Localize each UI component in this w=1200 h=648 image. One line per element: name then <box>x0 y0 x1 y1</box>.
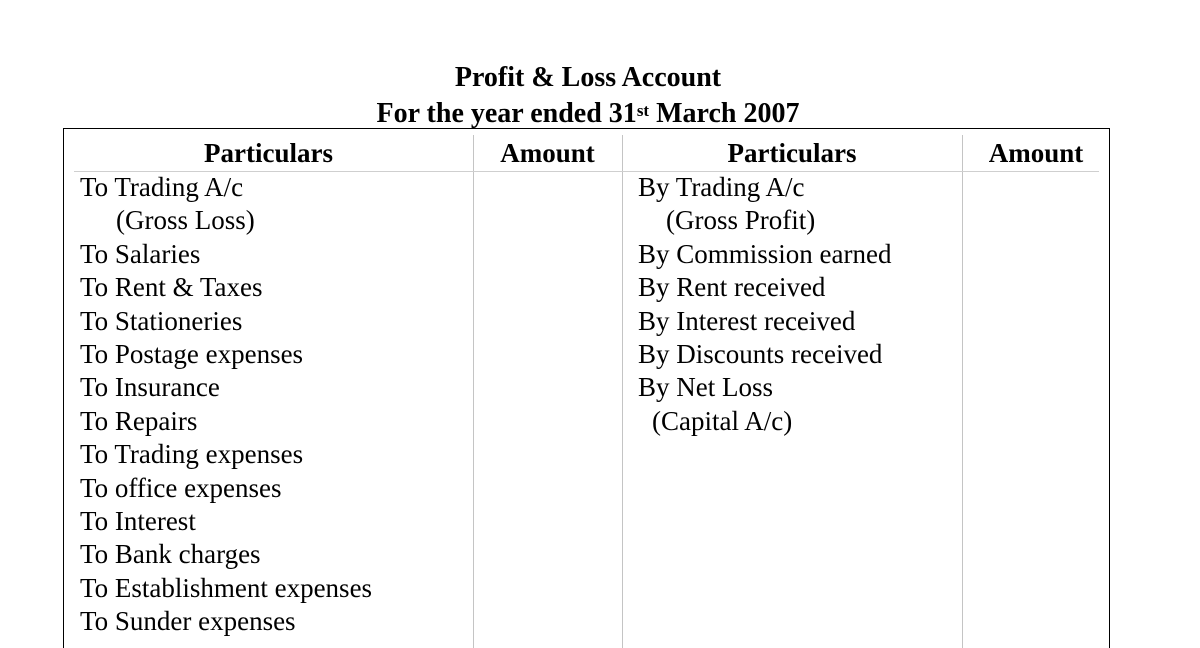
debit-item: To office expenses <box>80 472 282 503</box>
header-right-particulars: Particulars <box>727 138 857 168</box>
debit-item: To Sunder expenses <box>80 606 296 637</box>
debit-item: To Salaries <box>80 238 201 269</box>
subtitle-suffix: March 2007 <box>649 98 800 129</box>
credit-item: (Gross Profit) <box>666 205 816 236</box>
column-divider <box>962 135 963 648</box>
credit-item: By Net Loss <box>638 372 773 403</box>
debit-column <box>80 172 372 639</box>
debit-item: To Insurance <box>80 372 220 403</box>
column-divider <box>473 135 474 648</box>
debit-item: To Bank charges <box>80 539 261 570</box>
debit-item: To Trading expenses <box>80 439 304 470</box>
profit-loss-table <box>63 128 1110 648</box>
credit-item: By Commission earned <box>638 238 892 269</box>
credit-item: By Discounts received <box>638 338 883 369</box>
debit-item: To Rent & Taxes <box>80 272 263 303</box>
header-left-particulars: Particulars <box>204 138 333 168</box>
debit-item: To Repairs <box>80 405 198 436</box>
subtitle-superscript: st <box>636 101 650 120</box>
debit-item: To Interest <box>80 505 196 536</box>
debit-item: (Gross Loss) <box>116 205 255 236</box>
debit-item: To Establishment expenses <box>80 572 373 603</box>
debit-item: To Stationeries <box>80 305 243 336</box>
credit-item: By Interest received <box>638 305 856 336</box>
credit-column <box>638 172 891 439</box>
credit-item: By Rent received <box>638 272 826 303</box>
debit-item: To Trading A/c <box>80 172 244 202</box>
document-title: Profit & Loss Account <box>454 62 722 93</box>
header-left-amount: Amount <box>500 138 595 168</box>
header-right-amount: Amount <box>988 138 1084 168</box>
document-subtitle <box>0 98 1176 130</box>
credit-item: (Capital A/c) <box>652 405 793 436</box>
subtitle-prefix: For the year ended 31 <box>376 98 637 129</box>
credit-item: By Trading A/c <box>638 172 805 202</box>
debit-item: To Postage expenses <box>80 338 304 369</box>
column-divider <box>622 135 623 648</box>
